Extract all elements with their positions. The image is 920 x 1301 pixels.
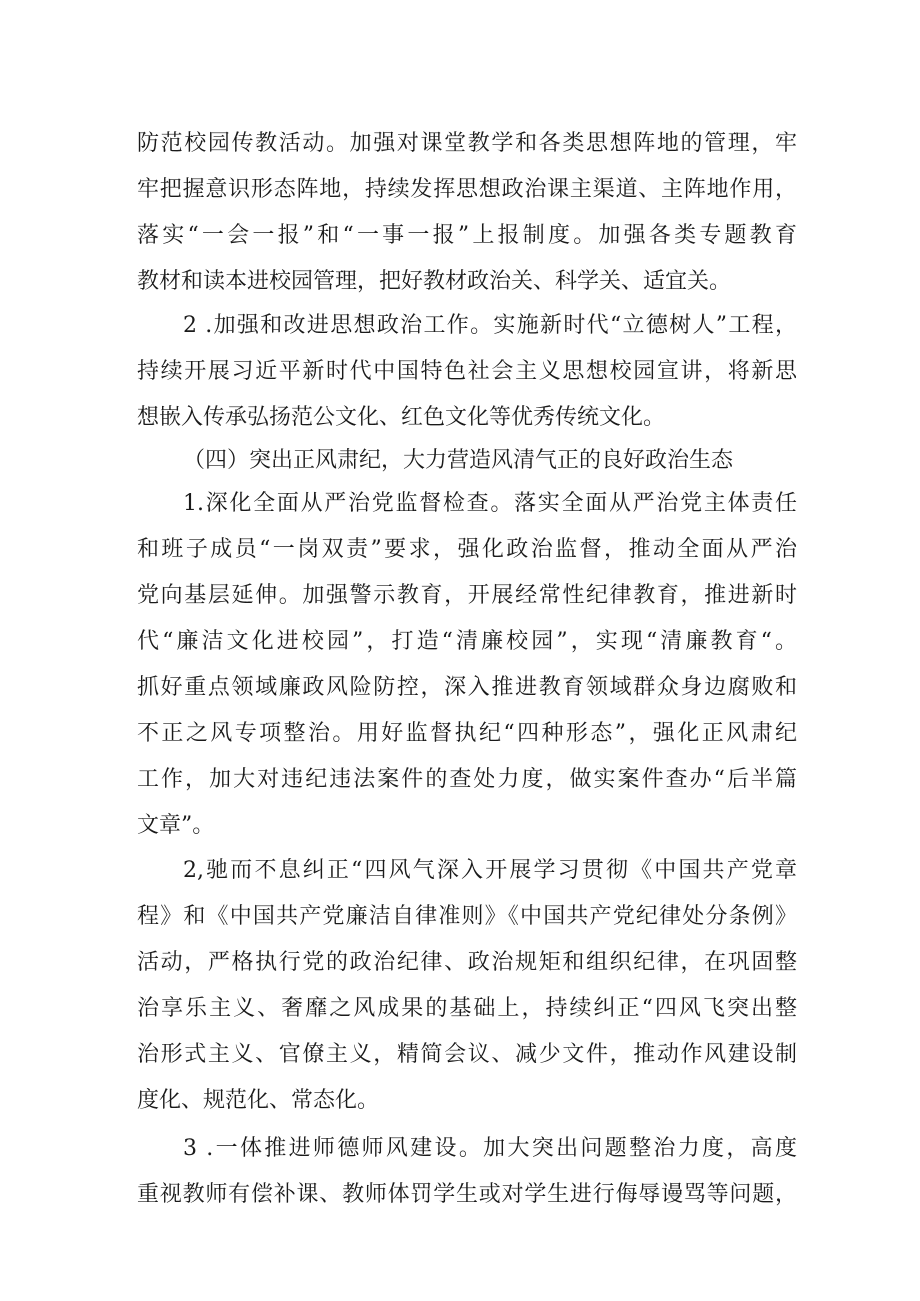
p3-line-1: 1.深化全面从严治党监督检查。落实全面从严治党主体责任 <box>183 491 797 516</box>
p5-line-2: 重视教师有偿补课、教师体罚学生或对学生进行侮辱谩骂等问题， <box>137 1182 797 1207</box>
p4-line-1: 2,驰而不息纠正“四风气深入开展学习贯彻《中国共产党章 <box>183 858 797 883</box>
p3-line-8: 文章”。 <box>137 813 215 838</box>
p4-line-5: 治形式主义、官僚主义，精简会议、减少文件，推动作风建设制 <box>137 1042 797 1067</box>
p4-line-6: 度化、规范化、常态化。 <box>137 1088 380 1113</box>
p4-line-3: 活动，严格执行党的政治纪律、政治规矩和组织纪律，在巩固整 <box>137 950 797 975</box>
p3-line-5: 抓好重点领域廉政风险防控，深入推进教育领域群众身边腐败和 <box>137 675 797 700</box>
p1-line-1: 防范校园传教活动。加强对课堂教学和各类思想阵地的管理，牢 <box>137 131 797 156</box>
p1-line-2: 牢把握意识形态阵地，持续发挥思想政治课主渠道、主阵地作用， <box>137 177 797 202</box>
p5-line-1: 3 .一体推进师德师风建设。加大突出问题整治力度，高度 <box>183 1136 797 1161</box>
p4-line-2: 程》和《中国共产党廉洁自律准则》《中国共产党纪律处分条例》 <box>137 904 797 929</box>
p4-line-4: 治享乐主义、奢靡之风成果的基础上，持续纠正“四风飞突出整 <box>137 996 797 1021</box>
p3-line-2: 和班子成员“一岗双责”要求，强化政治监督，推动全面从严治 <box>137 537 797 562</box>
p3-line-4: 代“廉洁文化进校园”，打造“清廉校园”，实现“清廉教育“。 <box>137 629 797 654</box>
p2-line-1: 2 .加强和改进思想政治工作。实施新时代“立德树人”工程， <box>183 313 797 338</box>
p1-line-3: 落实“一会一报”和“一事一报”上报制度。加强各类专题教育 <box>137 223 797 248</box>
p3-line-6: 不正之风专项整治。用好监督执纪“四种形态”，强化正风肃纪 <box>137 721 797 746</box>
p1-line-4: 教材和读本进校园管理，把好教材政治关、科学关、适宜关。 <box>137 269 732 294</box>
section-heading-4: （四）突出正风肃纪，大力营造风清气正的良好政治生态 <box>183 448 734 473</box>
p2-line-3: 想嵌入传承弘扬范公文化、红色文化等优秀传统文化。 <box>137 405 666 430</box>
p3-line-3: 党向基层延伸。加强警示教育，开展经常性纪律教育，推进新时 <box>137 583 797 608</box>
p3-line-7: 工作，加大对违纪违法案件的查处力度，做实案件查办“后半篇 <box>137 767 797 792</box>
p2-line-2: 持续开展习近平新时代中国特色社会主义思想校园宣讲，将新思 <box>137 359 797 384</box>
